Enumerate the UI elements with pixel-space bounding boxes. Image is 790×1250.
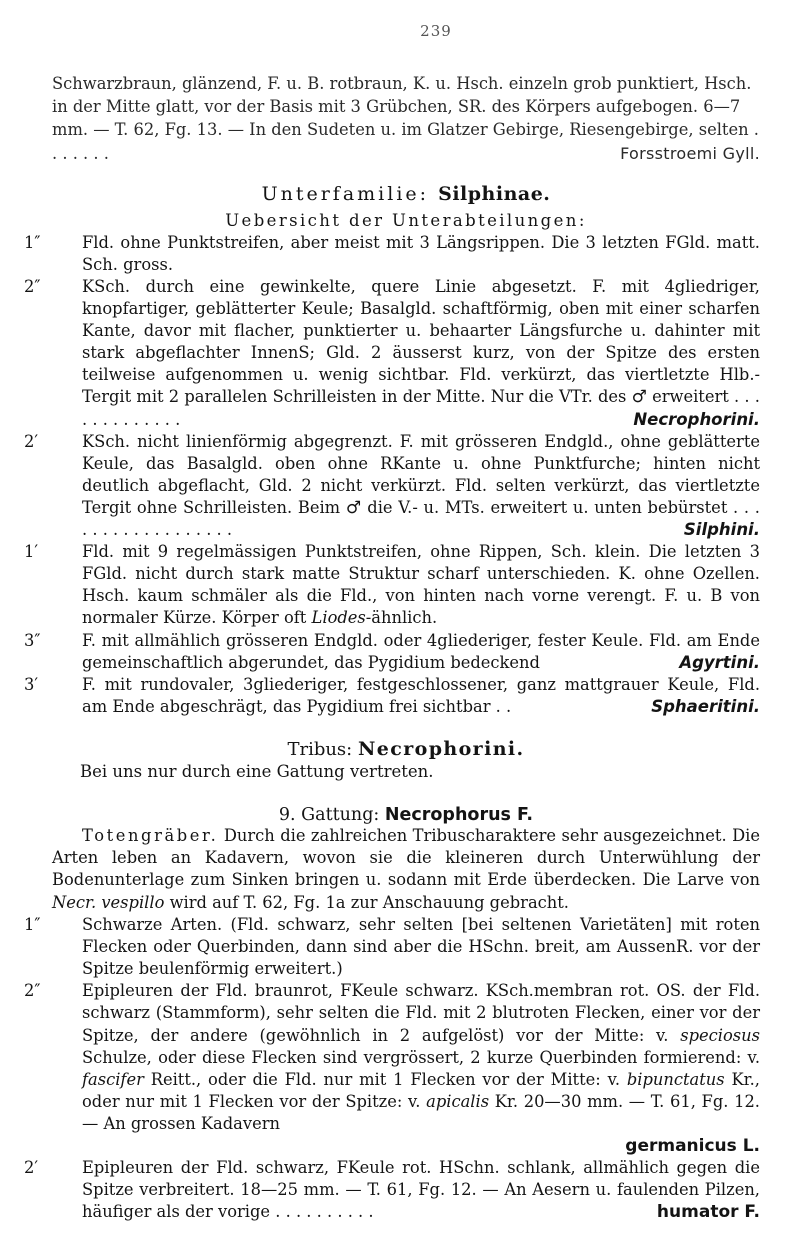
key-number: 1″	[24, 232, 41, 252]
species-name-germanicus: germanicus L.	[625, 1136, 760, 1156]
key-text: Kr. 20—30 mm. — T. 61, Fg. 12. — An grossen Kadavern	[82, 1091, 760, 1133]
intro-paragraph	[52, 72, 760, 165]
intro-text: Schwarzbraun, glänzend, F. u. B. rotbraun, K. u. Hsch. einzeln grob punktiert, Hsch. in der Mitte glatt, vor der Basis mit 3 Grübchen, SR. des Körpers aufgebogen. 6—7 mm. — T. 62, Fg. 13. — In den Sudeten u. im Glatzer Gebirge, Riesengebirge, selten . . . . . . .	[52, 74, 759, 163]
genus-prefix: 9. Gattung:	[278, 804, 380, 825]
key-text: Epipleuren der Fld. braunrot, FKeule schwarz. KSch.membran rot. OS. der Fld. schwarz (Stammform), sehr selten die Fld. mit 2 blutroten Flecken, einer vor der Spitze, der andere (gewöhnlich in 2 aufgelöst) vor der Mitte: v.	[82, 981, 760, 1045]
species-key-entry-2-double	[24, 980, 760, 1157]
key-number: 3″	[24, 630, 41, 650]
key-text: Fld. mit 9 regelmässigen Punktstreifen, ohne Rippen, Sch. klein. Die letzten 3 FGld. nicht durch stark matte Struktur scharf unterschieden. K. ohne Ozellen. Hsch. kaum schmäler als die Fld., von hinten nach vorne verengt. F. u. B von normaler Kürze. Körper oft	[82, 542, 760, 628]
key-number: 1″	[24, 915, 41, 935]
key-entry-1-single	[24, 541, 760, 629]
taxon-agyrtini: Agyrtini.	[679, 652, 760, 672]
key-text: Reitt., oder die Fld. nur mit 1 Flecken vor der Mitte: v.	[150, 1069, 621, 1089]
key-text: F. mit rundovaler, 3gliederiger, festgeschlossener, ganz mattgrauer Keule, Fld. am Ende abgeschrägt, das Pygidium frei sichtbar . .	[82, 674, 760, 716]
variety-name: bipunctatus	[626, 1069, 725, 1089]
species-key	[24, 914, 760, 1223]
key-text: F. mit allmählich grösseren Endgld. oder 4gliederiger, fester Keule. Fld. am Ende gemeinschaftlich abgerundet, das Pygidium bedeckend	[82, 630, 760, 672]
variety-name: fascifer	[82, 1069, 144, 1089]
taxon-necrophorini: Necrophorini.	[633, 409, 760, 429]
variety-name: speciosus	[680, 1025, 760, 1045]
tribus-heading	[52, 738, 760, 760]
key-entry-3-double	[24, 630, 760, 674]
overview-heading: Uebersicht der Unterabteilungen:	[225, 210, 587, 230]
key-text: Fld. ohne Punktstreifen, aber meist mit 3 Längsrippen. Die 3 letzten FGld. matt. Sch. gross.	[82, 232, 760, 274]
key-number: 1′	[24, 542, 39, 562]
genus-reference-italic: Liodes	[311, 608, 366, 628]
subfamily-heading	[52, 183, 760, 205]
genus-description-tail: wird auf T. 62, Fg. 1a zur Anschauung gebracht.	[169, 892, 569, 912]
subfamily-prefix: Unterfamilie:	[261, 182, 430, 205]
tribus-prefix: Tribus:	[287, 738, 353, 760]
key-text-tail: die V.- u. MTs. erweitert u. unten bebürstet . . . . . . . . . . . . . . . . . .	[82, 497, 760, 540]
key-text: Epipleuren der Fld. schwarz, FKeule rot. HSchn. schlank, allmählich gegen die Spitze verbreitert. 18—25 mm. — T. 61, Fg. 12. — An Aesern u. faulenden Pilzen, häufiger als der vorige . . . . . . . . . .	[82, 1158, 760, 1222]
genus-heading	[52, 805, 760, 825]
species-name-humator: humator F.	[656, 1202, 760, 1223]
key-entry-3-single	[24, 674, 760, 718]
male-symbol: ♂	[345, 497, 362, 518]
species-name-forsstroemi: Forsstroemi Gyll.	[620, 143, 760, 163]
key-text-tail: erweitert . . . . . . . . . . . . .	[82, 387, 760, 429]
key-text: Schulze, oder diese Flecken sind vergrössert, 2 kurze Querbinden formierend: v.	[82, 1047, 760, 1067]
taxon-sphaeritini: Sphaeritini.	[651, 696, 760, 716]
tribus-name: Necrophorini.	[357, 737, 525, 760]
common-name: Totengräber.	[82, 825, 219, 845]
taxon-silphini: Silphini.	[683, 520, 760, 540]
key-number: 2″	[24, 981, 41, 1001]
key-number: 2′	[24, 1158, 39, 1178]
key-entry-2-single	[24, 431, 760, 541]
species-key-entry-2-single	[24, 1157, 760, 1223]
key-number: 2″	[24, 277, 41, 296]
species-line	[82, 1135, 760, 1157]
male-symbol: ♂	[631, 387, 647, 408]
subdivision-key	[24, 232, 760, 718]
key-text: KSch. nicht linienförmig abgegrenzt. F. mit grösseren Endgld., ohne geblätterte Keule, das Basalgld. oben ohne RKante u. ohne Punktfurche; hinten nicht deutlich abgeflacht, Gld. 2 nicht verkürzt. Fld. selten verkürzt, das viertletzte Tergit ohne Schrilleisten. Beim	[82, 431, 760, 517]
key-number: 3′	[24, 674, 39, 694]
genus-description	[52, 825, 760, 914]
key-text-tail: -ähnlich.	[365, 608, 438, 628]
subfamily-name: Silphinae.	[438, 182, 551, 205]
genus-description-text: Durch die zahlreichen Tribuscharaktere sehr ausgezeichnet. Die Arten leben an Kadavern, wovon sie die kleineren durch Unterwühlung der Bodenunterlage zum Sinken bringen u. sodann mit Erde überdecken. Die Larve von	[52, 825, 760, 890]
page-number: 239	[420, 22, 452, 40]
key-text: KSch. durch eine gewinkelte, quere Linie abgesetzt. F. mit 4gliedriger, knopfartiger, geblätterter Keule; Basalgld. schaftförmig, oben mit einer scharfen Kante, davor mit flacher, punktierter u. behaarter Längsfurche u. dahinter mit stark abgeflachter InnenS; Gld. 2 äusserst kurz, von der Spitze des ersten teilweise aufgenommen u. wenig sichtbar. Fld. verkürzt, das viertletzte Hlb.-Tergit mit 2 parallelen Schrilleisten in der Mitte. Nur die VTr. des	[82, 277, 760, 407]
genus-name: Necrophorus F.	[384, 804, 534, 825]
key-entry-2-double	[24, 276, 760, 431]
key-text: Kr., oder nur mit 1 Flecken vor der Spitze: v.	[82, 1069, 760, 1111]
tribus-note: Bei uns nur durch eine Gattung vertreten.	[80, 761, 434, 781]
species-key-entry-1-double	[24, 914, 760, 980]
variety-name: apicalis	[426, 1091, 490, 1111]
key-entry-1-double	[24, 232, 760, 276]
key-number: 2′	[24, 431, 39, 451]
key-text: Schwarze Arten. (Fld. schwarz, sehr selten [bei seltenen Varietäten] mit roten Flecken oder Querbinden, dann sind aber die HSchn. breit, am AussenR. vor der Spitze beulenförmig erweitert.)	[82, 915, 760, 979]
larva-species-italic: Necr. vespillo	[52, 892, 165, 912]
